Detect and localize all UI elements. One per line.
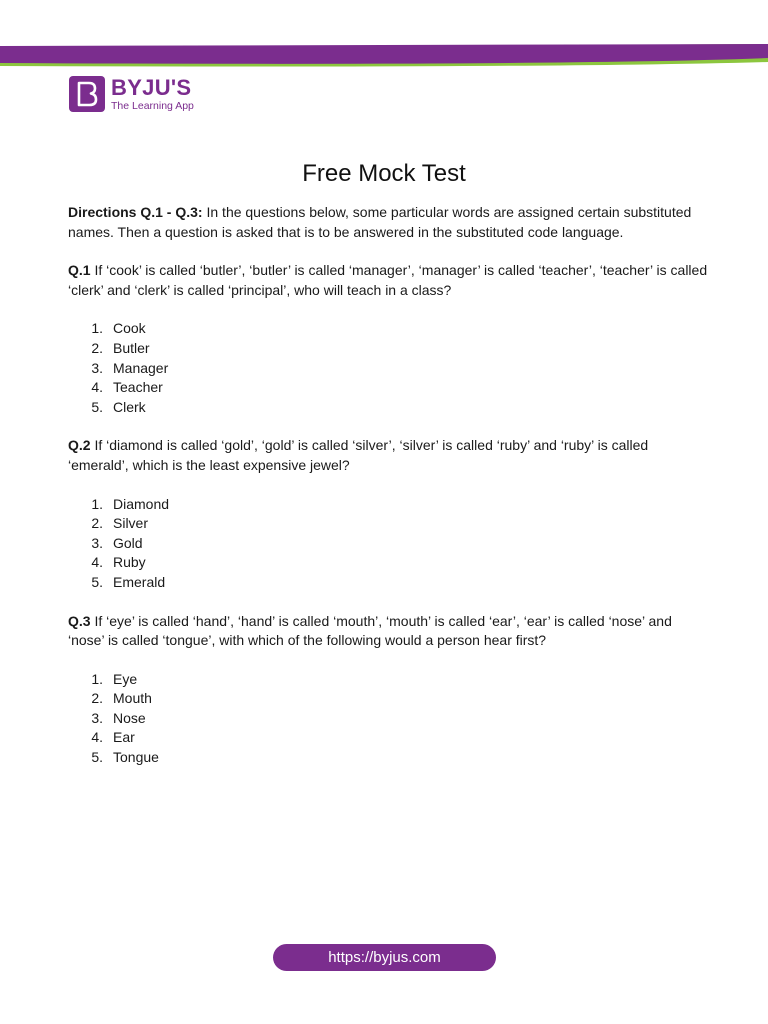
question-1 bbox=[68, 261, 708, 300]
option-number: 3. bbox=[91, 359, 103, 376]
question-2-label: Q.2 bbox=[68, 437, 91, 454]
option-number: 2. bbox=[91, 690, 103, 707]
question-2 bbox=[68, 436, 708, 475]
option-number: 1. bbox=[91, 320, 103, 337]
option-item bbox=[68, 378, 708, 398]
option-number: 4. bbox=[91, 379, 103, 396]
logo-b-icon bbox=[69, 76, 105, 112]
directions-paragraph bbox=[68, 203, 708, 242]
option-item bbox=[68, 398, 708, 418]
option-item bbox=[68, 319, 708, 339]
brand-name: BYJU'S bbox=[111, 74, 192, 100]
option-text: Manager bbox=[113, 359, 169, 376]
option-text: Tongue bbox=[113, 749, 159, 766]
option-item bbox=[68, 709, 708, 729]
question-3-text: If ‘eye’ is called ‘hand’, ‘hand’ is called ‘mouth’, ‘mouth’ is called ‘ear’, ‘ear’ is called ‘nose’ and ‘nose’ is called ‘tongue’, with which of the following would a person hear first? bbox=[68, 612, 672, 649]
option-number: 5. bbox=[91, 398, 103, 415]
test-content bbox=[68, 203, 708, 787]
option-text: Clerk bbox=[113, 398, 146, 415]
option-item bbox=[68, 359, 708, 379]
option-item bbox=[68, 553, 708, 573]
question-3 bbox=[68, 612, 708, 651]
option-text: Eye bbox=[113, 670, 138, 687]
option-number: 3. bbox=[91, 709, 103, 726]
option-item bbox=[68, 339, 708, 359]
brand-tagline: The Learning App bbox=[111, 99, 194, 112]
directions-label: Directions Q.1 - Q.3: bbox=[68, 204, 203, 220]
website-url: https://byjus.com bbox=[328, 949, 441, 966]
option-item bbox=[68, 670, 708, 690]
byjus-logo[interactable] bbox=[69, 76, 194, 112]
option-number: 1. bbox=[91, 495, 103, 512]
question-2-options bbox=[68, 495, 708, 593]
option-number: 5. bbox=[91, 573, 103, 590]
option-item bbox=[68, 514, 708, 534]
option-text: Nose bbox=[113, 709, 146, 726]
page-title: Free Mock Test bbox=[302, 160, 466, 187]
question-2-text: If ‘diamond is called ‘gold’, ‘gold’ is called ‘silver’, ‘silver’ is called ‘ruby’ and ‘ruby’ is called ‘emerald’, which is the least expensive jewel? bbox=[68, 437, 649, 473]
option-text: Cook bbox=[113, 320, 146, 337]
option-number: 2. bbox=[91, 515, 103, 532]
option-item bbox=[68, 728, 708, 748]
option-text: Butler bbox=[113, 339, 150, 356]
option-number: 5. bbox=[91, 749, 103, 766]
question-1-options bbox=[68, 319, 708, 417]
option-item bbox=[68, 573, 708, 593]
directions-text: In the questions below, some particular words are assigned certain substituted names. Then a question is asked that is to be answered in the substituted code language. bbox=[68, 204, 692, 240]
option-item bbox=[68, 534, 708, 554]
option-text: Ear bbox=[113, 729, 135, 746]
option-item bbox=[68, 689, 708, 709]
question-3-label: Q.3 bbox=[68, 612, 91, 629]
question-1-label: Q.1 bbox=[68, 262, 91, 279]
option-number: 4. bbox=[91, 729, 103, 746]
option-text: Mouth bbox=[113, 690, 152, 707]
question-3-options bbox=[68, 670, 708, 768]
option-number: 1. bbox=[91, 670, 103, 687]
question-1-text: If ‘cook’ is called ‘butler’, ‘butler’ is called ‘manager’, ‘manager’ is called ‘teacher’, ‘teacher’ is called ‘clerk’ and ‘clerk’ is called ‘principal’, who will teach in a class? bbox=[68, 262, 708, 298]
option-item bbox=[68, 495, 708, 515]
option-number: 2. bbox=[91, 339, 103, 356]
option-text: Ruby bbox=[113, 554, 146, 571]
option-item bbox=[68, 748, 708, 768]
option-text: Emerald bbox=[113, 573, 166, 590]
option-text: Gold bbox=[113, 534, 143, 551]
option-number: 4. bbox=[91, 554, 103, 571]
option-text: Diamond bbox=[113, 495, 170, 512]
option-number: 3. bbox=[91, 534, 103, 551]
option-text: Silver bbox=[113, 515, 149, 532]
option-text: Teacher bbox=[113, 379, 163, 396]
header-band bbox=[0, 0, 768, 80]
website-link[interactable] bbox=[273, 944, 496, 971]
